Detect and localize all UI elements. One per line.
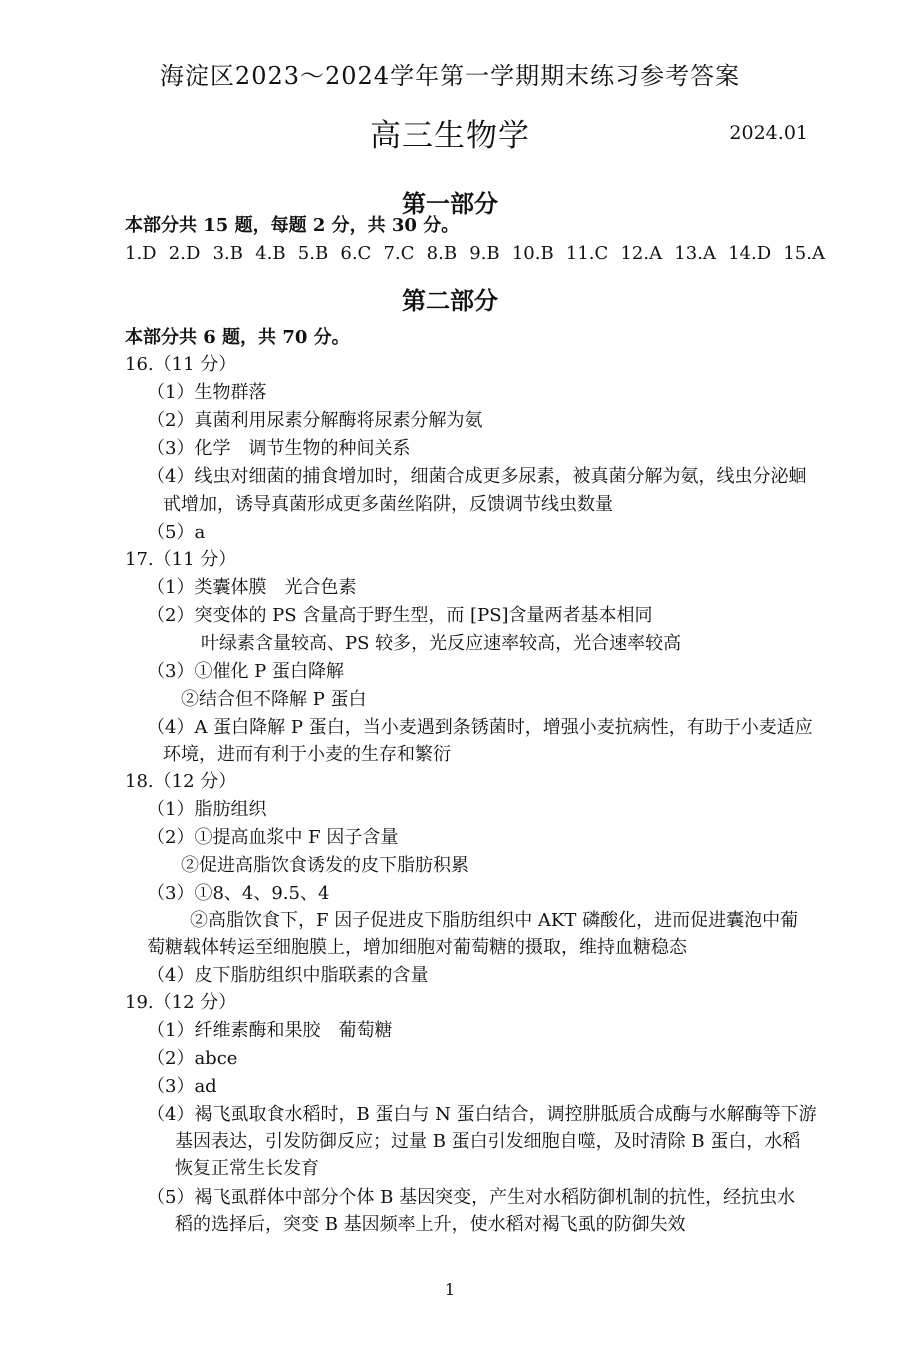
answer-line-continued: 基因表达，引发防御反应；过量 B 蛋白引发细胞自噬，及时清除 B 蛋白，水稻	[175, 1131, 801, 1152]
answer-line-continued: 恢复正常生长发育	[175, 1158, 319, 1179]
question-heading: 19.（12 分）	[125, 992, 237, 1013]
answer-line-continued: 叶绿素含量较高、PS 较多，光反应速率较高，光合速率较高	[201, 633, 682, 654]
answer-item: 7.C	[383, 243, 415, 264]
answer-item: 3.B	[212, 243, 243, 264]
answer-line-continued: ②促进高脂饮食诱发的皮下脂肪积累	[181, 855, 469, 876]
answer-line: （3）化学 调节生物的种间关系	[147, 438, 411, 459]
answer-item: 13.A	[674, 243, 716, 264]
answer-item: 15.A	[783, 243, 825, 264]
answer-line: （4）褐飞虱取食水稻时，B 蛋白与 N 蛋白结合，调控肼胝质合成酶与水解酶等下游	[147, 1104, 817, 1125]
answer-line: （5）a	[147, 522, 206, 543]
part2-heading: 第二部分	[402, 286, 498, 315]
part1-heading: 第一部分	[402, 189, 498, 218]
answer-item: 5.B	[297, 243, 329, 264]
question-heading: 17.（11 分）	[125, 549, 237, 570]
answer-line-continued: 环境，进而有利于小麦的生存和繁衍	[163, 744, 451, 765]
document-date: 2024.01	[729, 122, 808, 144]
subject-title: 高三生物学	[370, 118, 530, 154]
answer-item: 12.A	[620, 243, 663, 264]
answer-line: （1）类囊体膜 光合色素	[147, 577, 357, 598]
answer-line-continued: 甙增加，诱导真菌形成更多菌丝陷阱，反馈调节线虫数量	[163, 494, 613, 515]
question-heading: 16.（11 分）	[125, 354, 237, 375]
question-heading: 18.（12 分）	[125, 771, 237, 792]
answer-line: （1）生物群落	[147, 382, 267, 403]
answer-key-row	[125, 243, 825, 264]
answer-line: （2）真菌利用尿素分解酶将尿素分解为氨	[147, 410, 483, 431]
part2-intro: 本部分共 6 题，共 70 分。	[125, 327, 350, 348]
part1-intro: 本部分共 15 题，每题 2 分，共 30 分。	[125, 215, 460, 236]
answer-line-continued: 萄糖载体转运至细胞膜上，增加细胞对葡萄糖的摄取，维持血糖稳态	[147, 937, 687, 958]
answer-line: （3）ad	[147, 1076, 217, 1097]
answer-line: （3）①催化 P 蛋白降解	[147, 661, 345, 682]
answer-line: （5）褐飞虱群体中部分个体 B 基因突变，产生对水稻防御机制的抗性，经抗虫水	[147, 1187, 796, 1208]
answer-item: 11.C	[565, 243, 609, 264]
answer-item: 8.B	[426, 243, 458, 264]
answer-line: （4）A 蛋白降解 P 蛋白，当小麦遇到条锈菌时，增强小麦抗病性，有助于小麦适应	[147, 717, 813, 738]
document-title: 海淀区2023～2024学年第一学期期末练习参考答案	[159, 62, 741, 90]
answer-item: 10.B	[511, 243, 554, 264]
answer-line-continued: ②高脂饮食下，F 因子促进皮下脂肪组织中 AKT 磷酸化，进而促进囊泡中葡	[190, 910, 799, 931]
answer-item: 1.D	[125, 243, 157, 264]
answer-item: 4.B	[255, 243, 286, 264]
answer-line: （3）①8、4、9.5、4	[147, 883, 330, 904]
answer-line: （2）abce	[147, 1048, 238, 1069]
page-number: 1	[444, 1280, 456, 1299]
answer-item: 6.C	[340, 243, 372, 264]
answer-line: （4）皮下脂肪组织中脂联素的含量	[147, 965, 429, 986]
answer-line: （2）突变体的 PS 含量高于野生型，而 [PS]含量两者基本相同	[147, 605, 653, 626]
answer-item: 14.D	[728, 243, 772, 264]
answer-line-continued: ②结合但不降解 P 蛋白	[181, 689, 367, 710]
answer-item: 2.D	[168, 243, 201, 264]
answer-line: （2）①提高血浆中 F 因子含量	[147, 827, 399, 848]
answer-item: 9.B	[469, 243, 500, 264]
answer-line: （4）线虫对细菌的捕食增加时，细菌合成更多尿素，被真菌分解为氨，线虫分泌蛔	[147, 466, 807, 487]
answer-line: （1）脂肪组织	[147, 799, 267, 820]
answer-line-continued: 稻的选择后，突变 B 基因频率上升，使水稻对褐飞虱的防御失效	[175, 1214, 686, 1235]
answer-line: （1）纤维素酶和果胶 葡萄糖	[147, 1020, 393, 1041]
